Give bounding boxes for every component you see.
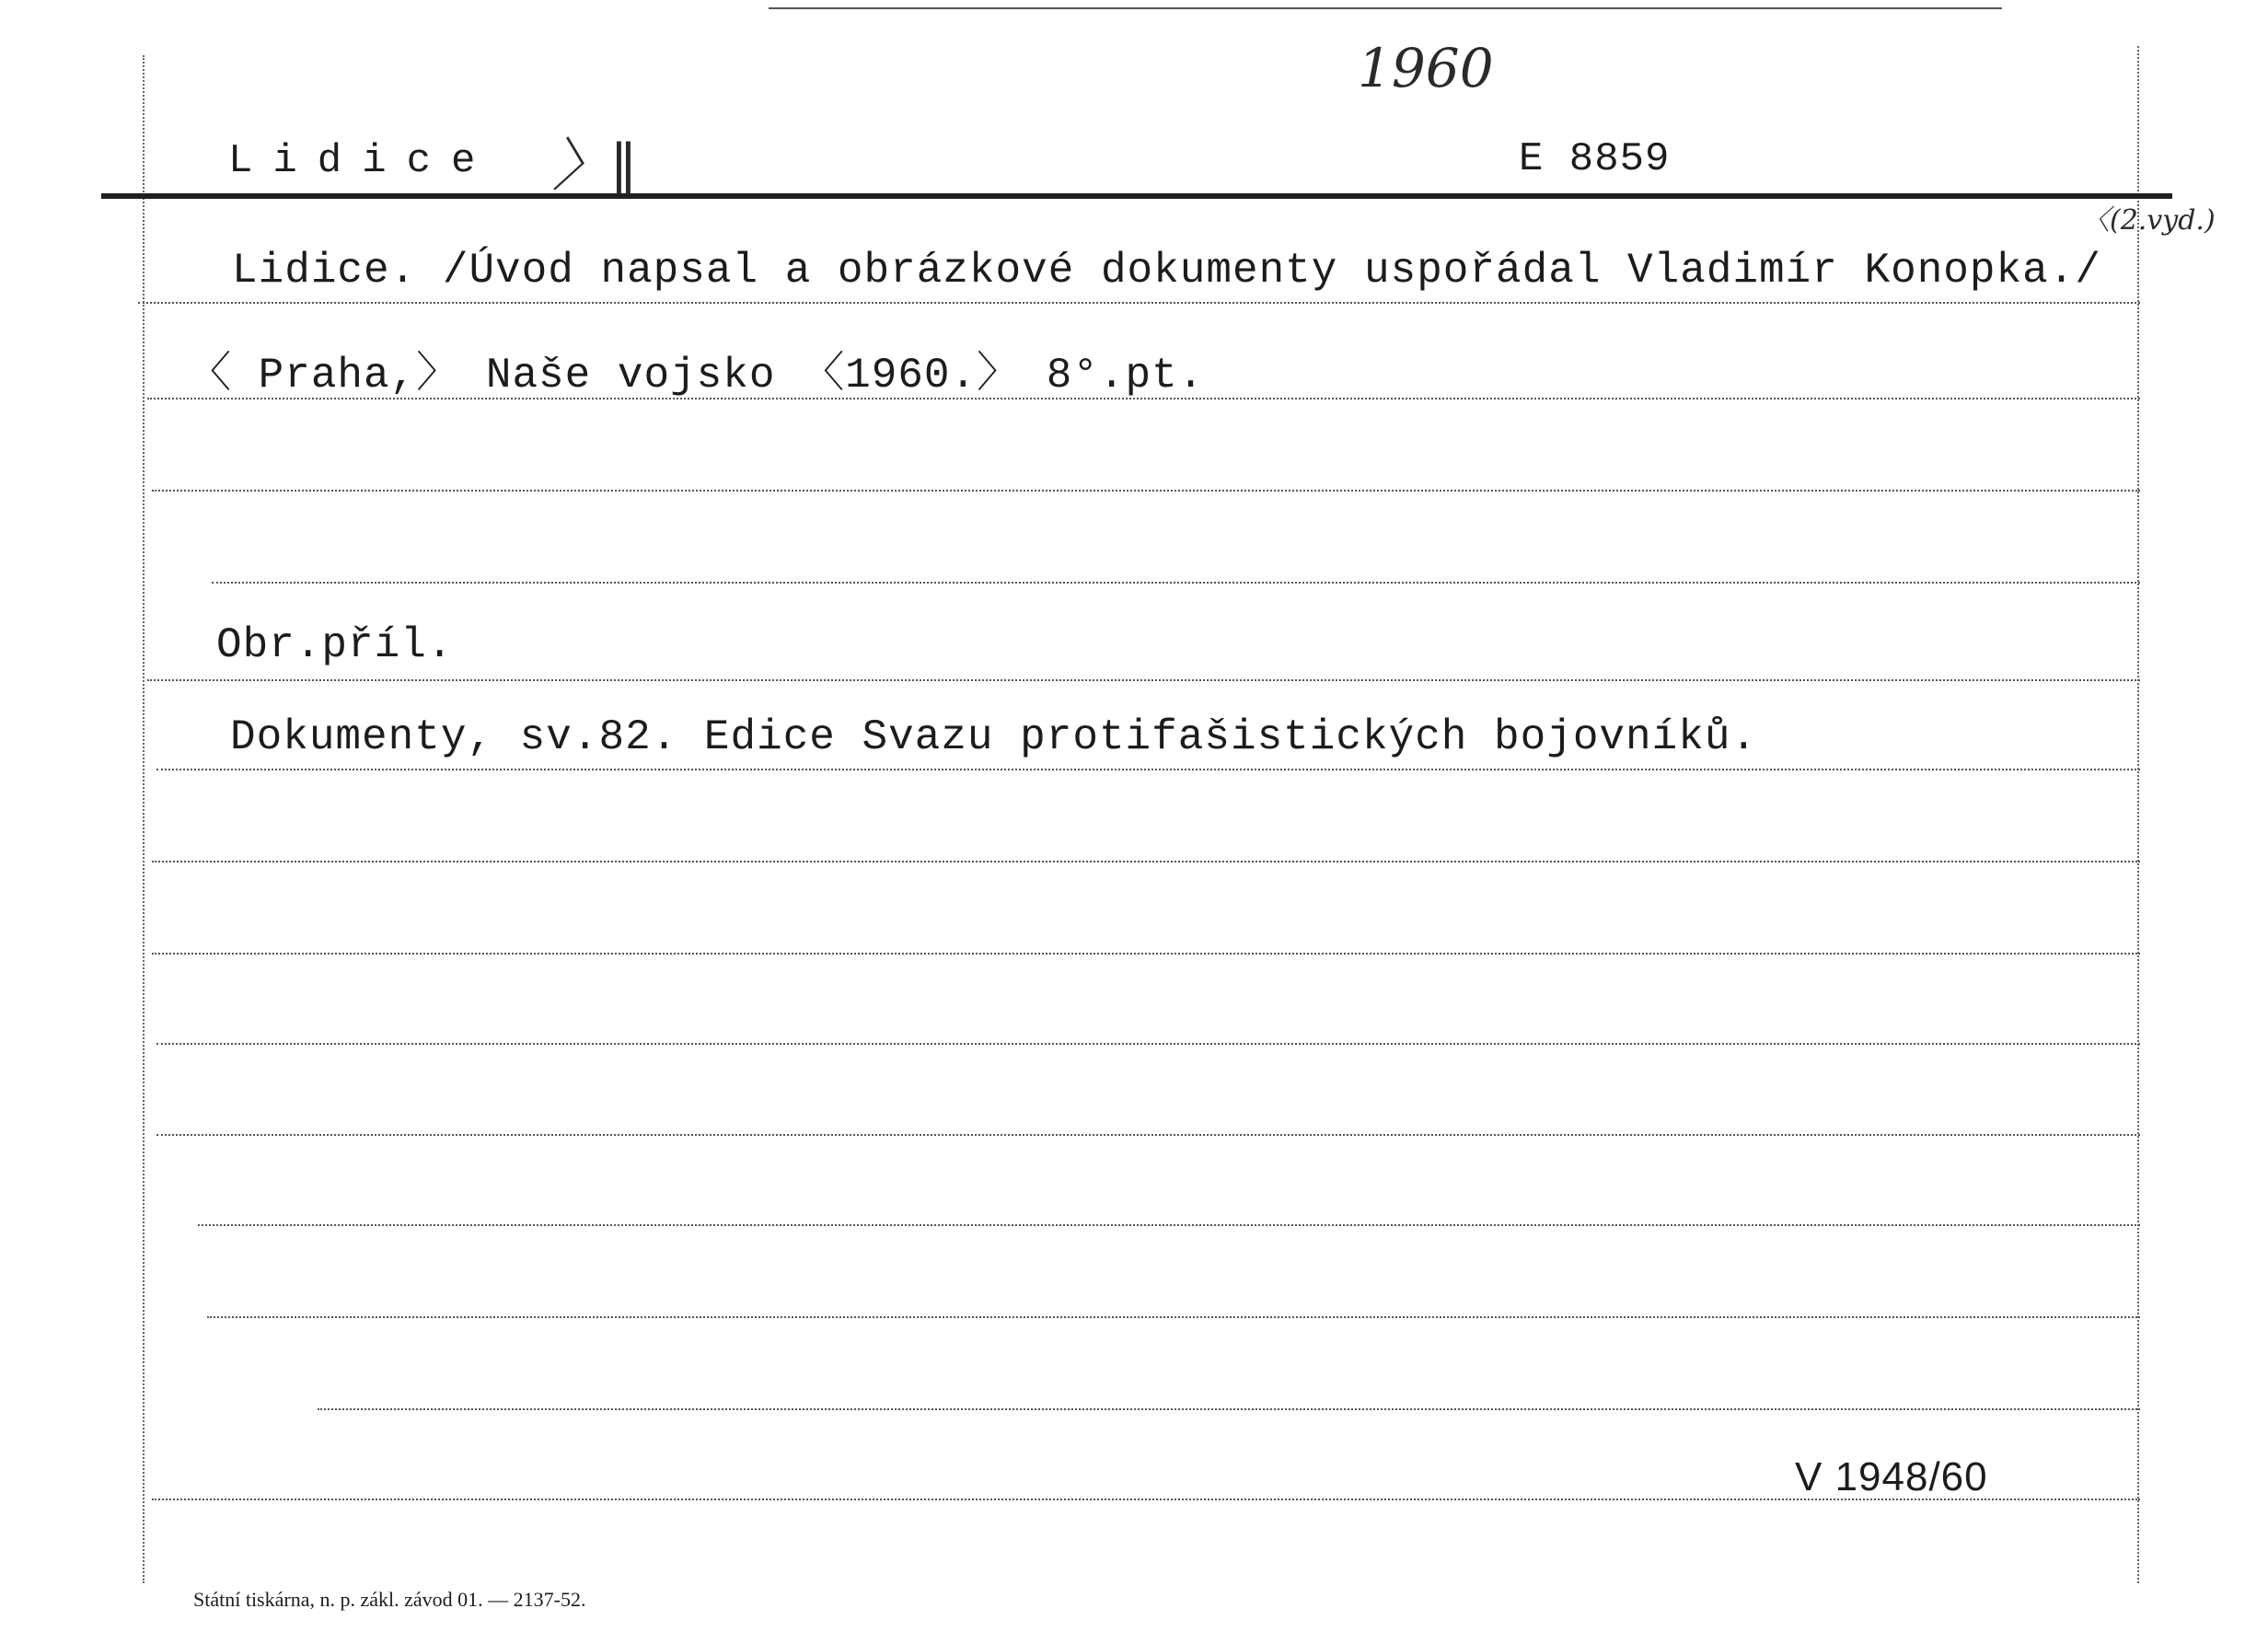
series-note: Dokumenty, sv.82. Edice Svazu protifašistických bojovníků. (230, 713, 1758, 761)
ruled-line (152, 490, 2140, 492)
entry-title-line: Lidice. /Úvod napsal a obrázkové dokumenty uspořádal Vladimír Konopka./ (232, 247, 2101, 295)
ruled-line (207, 1316, 2140, 1318)
printer-imprint: Státní tiskárna, n. p. zákl. závod 01. — 2137-52. (193, 1588, 586, 1611)
call-number: E 8859 (1519, 136, 1671, 182)
ruled-line (156, 1043, 2140, 1045)
heading-rule (101, 193, 2172, 199)
ruled-line (147, 398, 2140, 399)
edition-mark: 〈(2.vyd.) (2082, 204, 2216, 237)
ruled-line (152, 861, 2140, 862)
ruled-line (156, 1134, 2140, 1136)
illustrations-note: Obr.příl. (216, 621, 454, 669)
heading-title: Lidice (228, 138, 496, 184)
imprint-line: 〈 Praha,〉 Naše vojsko 〈1960.〉 8°.pt. (189, 352, 1205, 399)
ruled-line (152, 953, 2140, 955)
ruled-line (156, 769, 2140, 770)
left-margin-line (143, 55, 145, 1583)
handwritten-year: 1960 (1358, 37, 1494, 99)
ruled-line (138, 302, 2140, 304)
ruled-line (198, 1224, 2140, 1226)
right-margin-line (2137, 46, 2139, 1583)
ruled-line (318, 1408, 2140, 1410)
ruled-line (212, 582, 2140, 584)
heading-mark: 〉‖ (552, 132, 639, 199)
ruled-line (147, 679, 2140, 681)
top-rule (769, 7, 2002, 9)
accession-number: V 1948/60 (1795, 1454, 1988, 1499)
